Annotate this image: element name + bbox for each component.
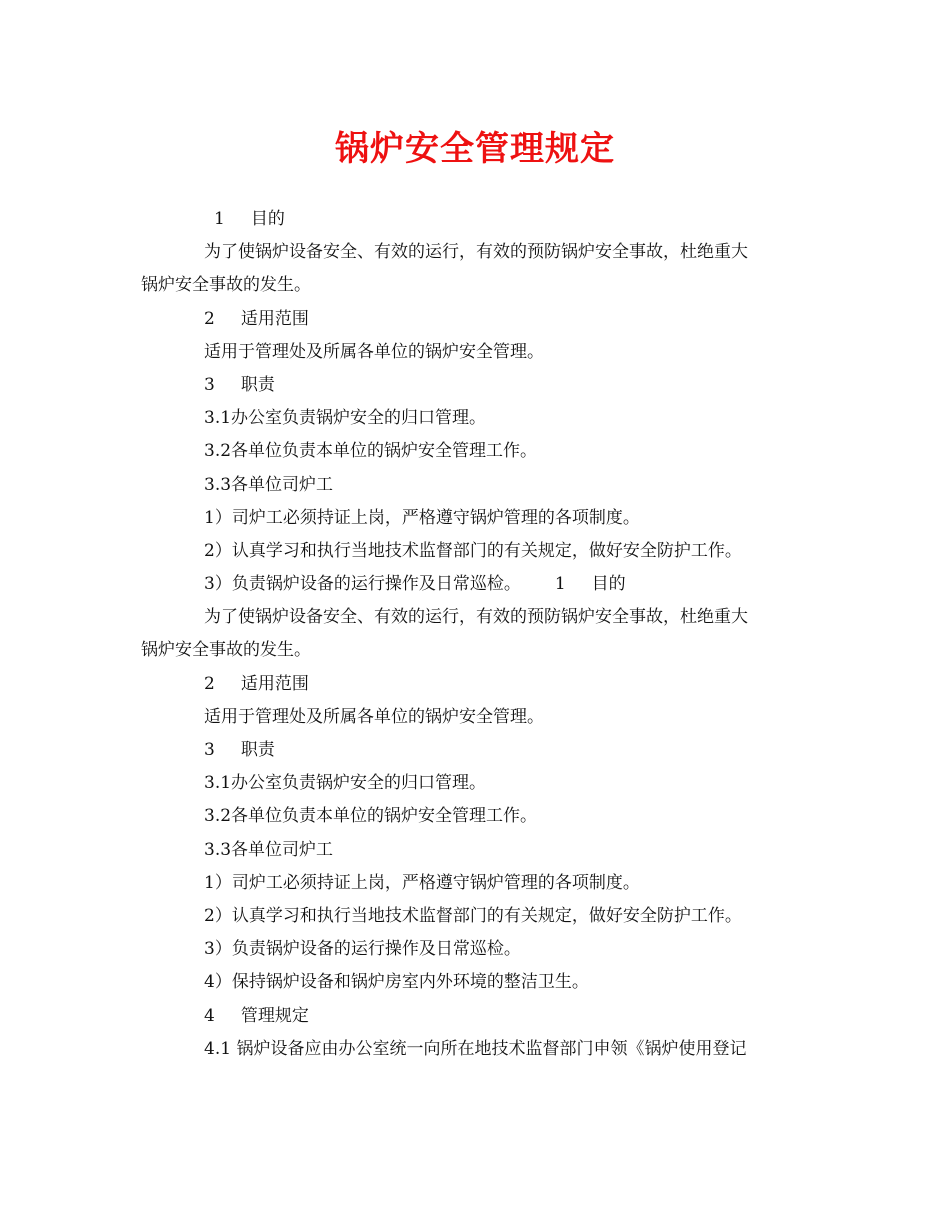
- section-title: 职责: [240, 740, 275, 760]
- paragraph-line: 3.2各单位负责本单位的锅炉安全管理工作。: [204, 441, 538, 462]
- section-number: 1: [554, 574, 566, 595]
- section-title: 适用范围: [240, 308, 309, 329]
- document-title: 锅炉安全管理规定: [335, 129, 615, 169]
- section-heading: [141, 203, 813, 236]
- document-body: [141, 203, 813, 1066]
- list-item: [141, 568, 813, 601]
- paragraph-line: 锅炉安全事故的发生。: [141, 640, 311, 661]
- paragraph-line: 为了使锅炉设备安全、有效的运行，有效的预防锅炉安全事故，杜绝重大: [204, 242, 748, 263]
- paragraph-line: 锅炉安全事故的发生。: [141, 275, 311, 296]
- section-heading: [141, 369, 813, 402]
- section-number: 3: [204, 740, 215, 760]
- section-heading: [141, 303, 813, 336]
- paragraph-line: 适用于管理处及所属各单位的锅炉安全管理。: [204, 341, 544, 362]
- list-item: 1）司炉工必须持证上岗，严格遵守锅炉管理的各项制度。: [204, 872, 640, 893]
- list-item: 3）负责锅炉设备的运行操作及日常巡检。: [204, 939, 521, 960]
- section-title: 目的: [250, 209, 285, 229]
- paragraph-line: 适用于管理处及所属各单位的锅炉安全管理。: [204, 706, 544, 727]
- section-title: 适用范围: [240, 673, 309, 694]
- section-number: 4: [204, 1005, 215, 1026]
- list-item: 2）认真学习和执行当地技术监督部门的有关规定，做好安全防护工作。: [204, 540, 742, 561]
- section-title: 目的: [591, 574, 626, 595]
- section-heading: [141, 1000, 813, 1033]
- paragraph-line: 3.1办公室负责锅炉安全的归口管理。: [204, 773, 487, 794]
- list-item-text: 3）负责锅炉设备的运行操作及日常巡检。: [204, 574, 521, 595]
- paragraph-line: 为了使锅炉设备安全、有效的运行，有效的预防锅炉安全事故，杜绝重大: [204, 607, 748, 628]
- paragraph-line: 4.1 锅炉设备应由办公室统一向所在地技术监督部门申领《锅炉使用登记: [204, 1038, 747, 1059]
- section-number: 2: [204, 308, 215, 329]
- section-number: 2: [204, 673, 215, 694]
- list-item: 1）司炉工必须持证上岗，严格遵守锅炉管理的各项制度。: [204, 507, 640, 528]
- list-item: 2）认真学习和执行当地技术监督部门的有关规定，做好安全防护工作。: [204, 905, 742, 926]
- paragraph-line: 3.2各单位负责本单位的锅炉安全管理工作。: [204, 806, 538, 827]
- paragraph-line: 3.1办公室负责锅炉安全的归口管理。: [204, 408, 487, 429]
- section-number: 3: [204, 374, 215, 395]
- section-title: 职责: [240, 374, 275, 395]
- paragraph-line: 3.3各单位司炉工: [204, 839, 334, 860]
- list-item: 4）保持锅炉设备和锅炉房室内外环境的整洁卫生。: [204, 972, 589, 993]
- section-number: 1: [214, 209, 225, 229]
- paragraph-line: 3.3各单位司炉工: [204, 474, 334, 495]
- section-heading: [141, 734, 813, 767]
- section-title: 管理规定: [240, 1005, 309, 1026]
- section-heading: [141, 668, 813, 701]
